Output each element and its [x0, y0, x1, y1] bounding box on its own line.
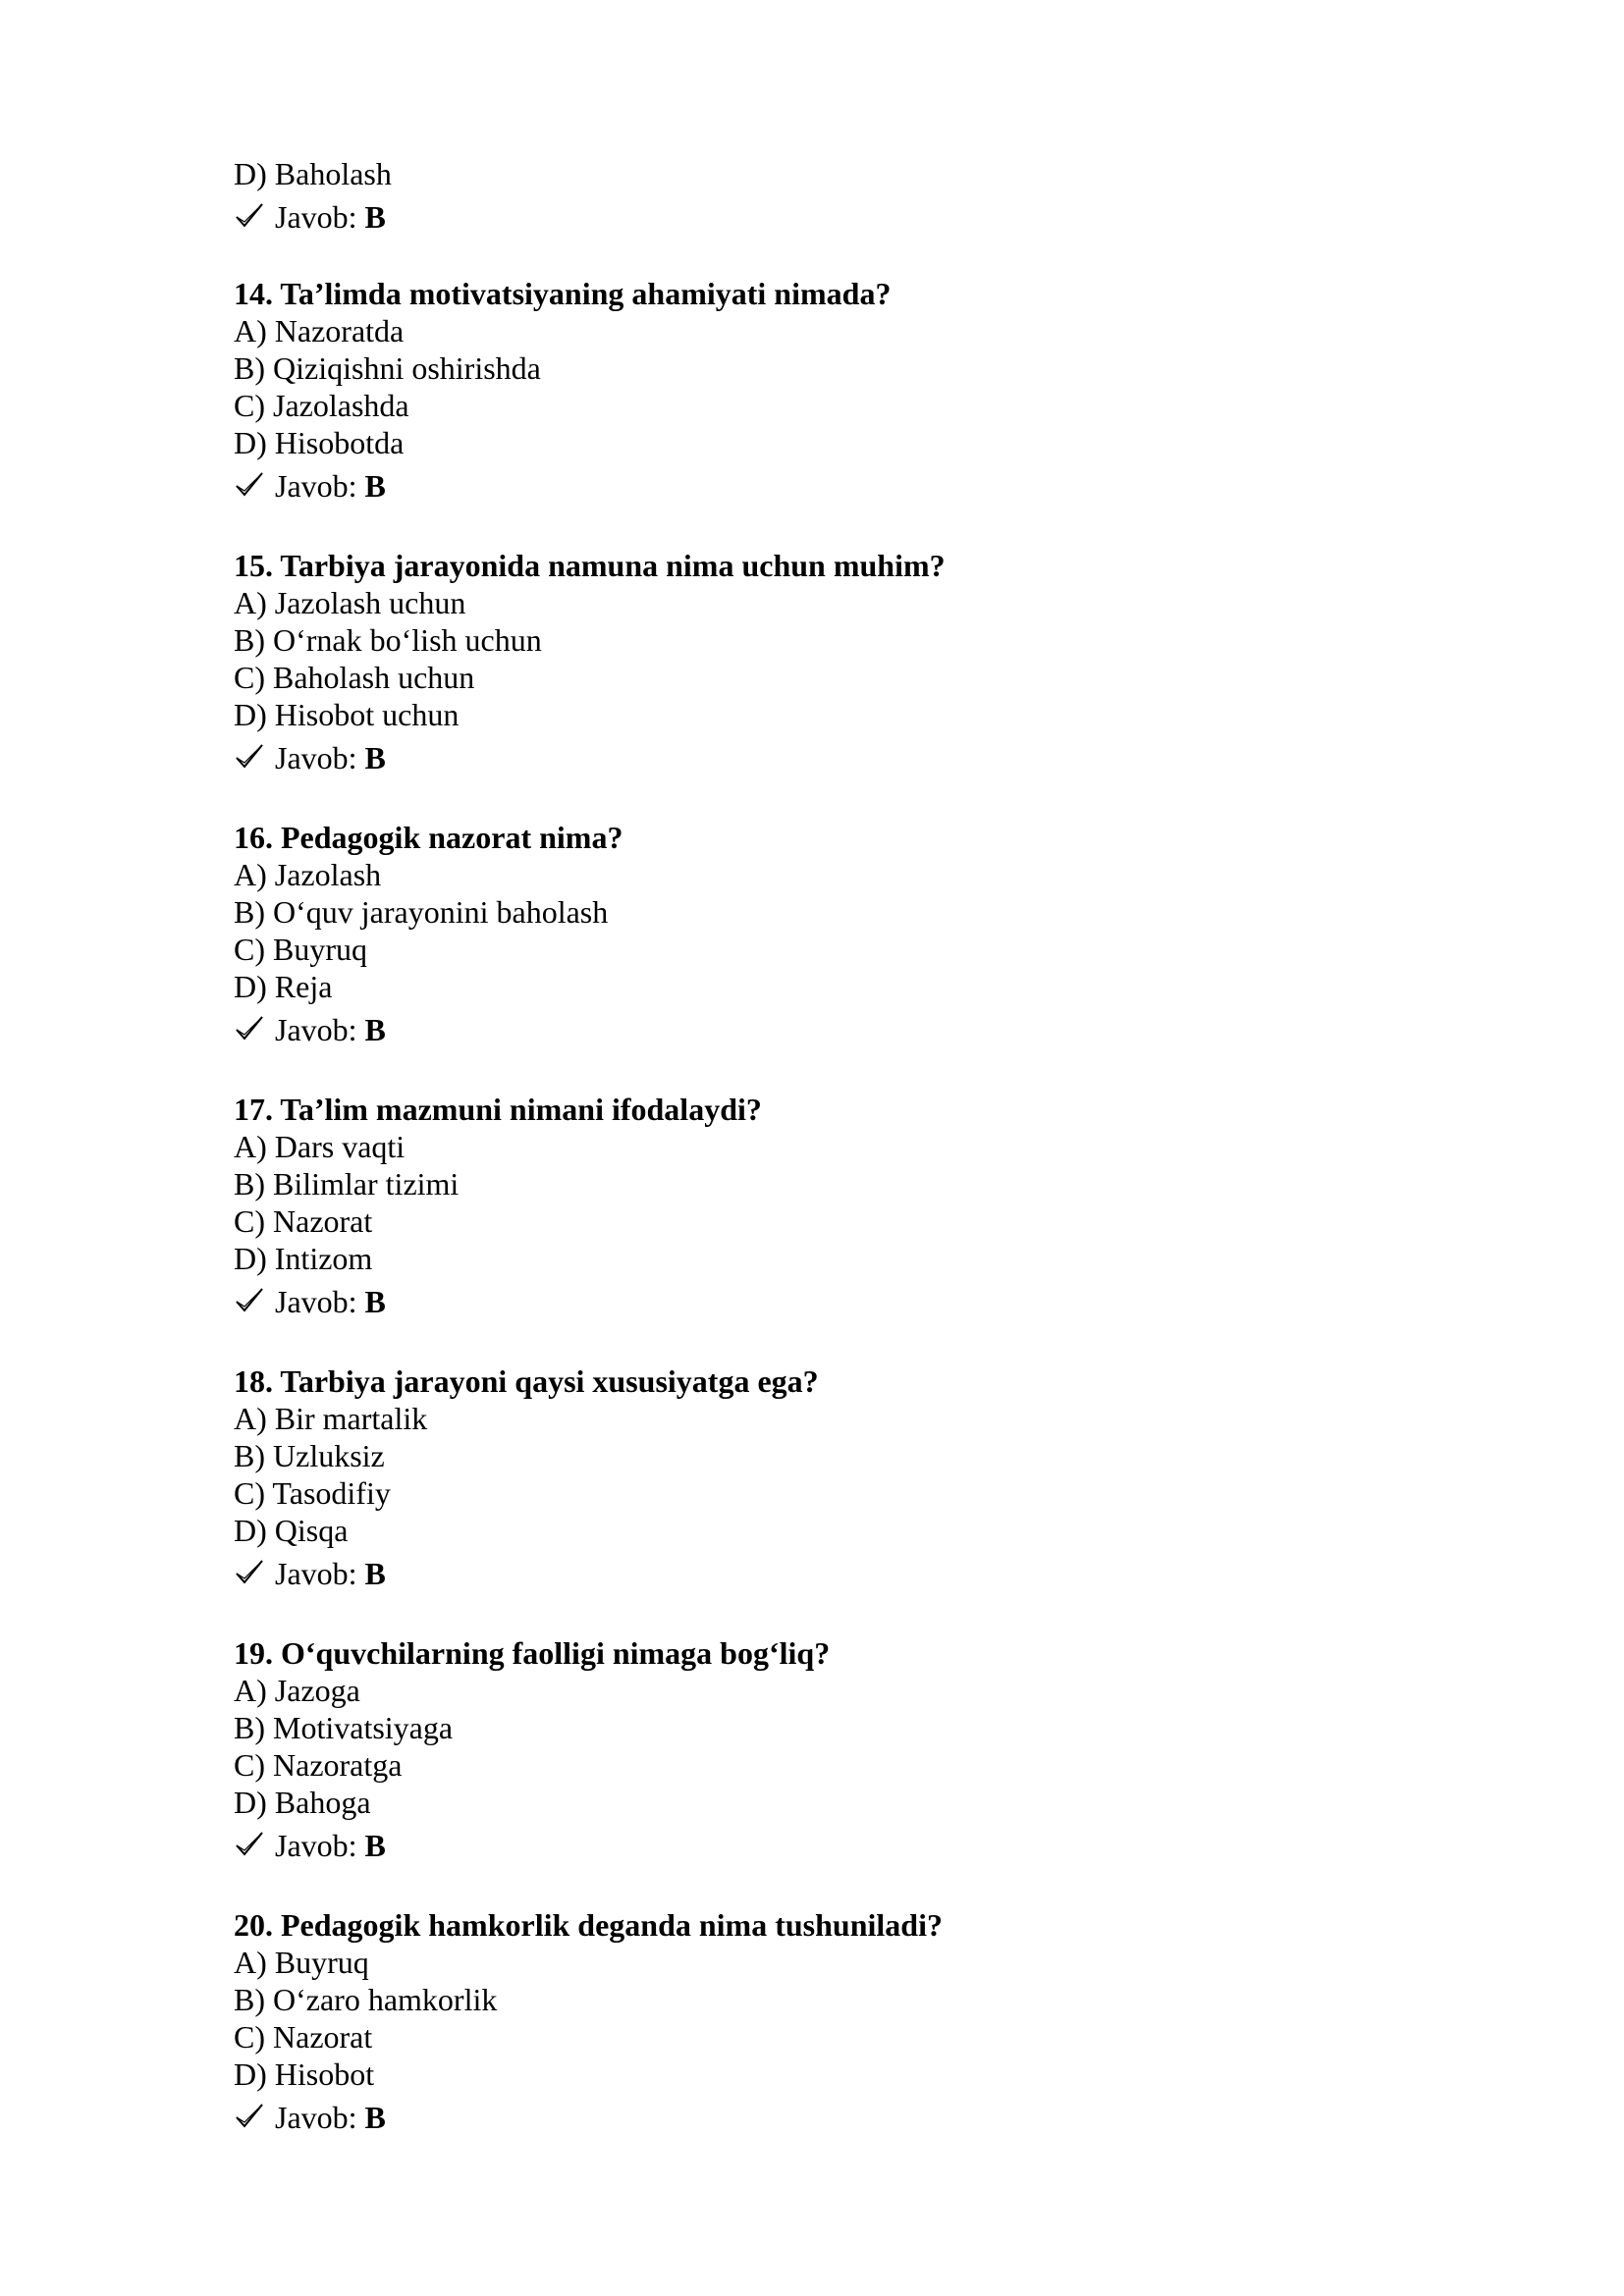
option-a: A) Nazoratda	[234, 313, 405, 348]
answer-value: B	[364, 740, 386, 775]
answer-value: B	[364, 468, 386, 504]
option-a: A) Jazolash	[234, 857, 382, 892]
option-b: B) O‘quv jarayonini baholash	[234, 894, 609, 930]
answer-value: B	[364, 1556, 386, 1591]
question-16	[234, 819, 623, 1048]
option-d: D) Hisobotda	[234, 425, 405, 460]
question-title: 18. Tarbiya jarayoni qaysi xususiyatga ega?	[234, 1363, 819, 1399]
question-15	[234, 547, 946, 776]
option-d: D) Intizom	[234, 1241, 373, 1276]
option-d: D) Hisobot uchun	[234, 697, 460, 732]
option-c: C) Jazolashda	[234, 388, 409, 423]
option-c: C) Nazorat	[234, 1203, 373, 1239]
option-c: C) Baholash uchun	[234, 660, 475, 695]
option-d: D) Hisobot	[234, 2056, 375, 2092]
answer-value: B	[364, 1012, 386, 1047]
option-b: B) Uzluksiz	[234, 1438, 385, 1473]
answer-label: Javob:	[275, 1012, 357, 1047]
option-b: B) O‘zaro hamkorlik	[234, 1982, 498, 2017]
answer-label: Javob:	[275, 2100, 357, 2135]
question-20	[234, 1906, 943, 2136]
check-mark-icon	[234, 1013, 265, 1042]
question-title: 14. Ta’limda motivatsiyaning ahamiyati nimada?	[234, 276, 892, 311]
option-d: D) Bahoga	[234, 1785, 371, 1820]
answer-label: Javob:	[275, 1556, 357, 1591]
option-b: B) Bilimlar tizimi	[234, 1166, 460, 1201]
check-mark-icon	[234, 200, 265, 230]
question-title: 15. Tarbiya jarayonida namuna nima uchun muhim?	[234, 548, 946, 583]
answer-label: Javob:	[275, 740, 357, 775]
answer-value: B	[364, 199, 386, 235]
option-b: B) O‘rnak bo‘lish uchun	[234, 622, 542, 658]
option-d: D) Baholash	[234, 156, 392, 191]
answer-line	[234, 1283, 762, 1320]
question-19	[234, 1634, 830, 1864]
check-mark-icon	[234, 1285, 265, 1314]
option-c: C) Buyruq	[234, 932, 367, 967]
answer-line	[234, 2099, 943, 2136]
answer-value: B	[364, 1284, 386, 1319]
question-title: 20. Pedagogik hamkorlik deganda nima tushuniladi?	[234, 1907, 943, 1943]
option-a: A) Bir martalik	[234, 1401, 428, 1436]
option-c: C) Nazoratga	[234, 1747, 403, 1783]
question-17	[234, 1091, 762, 1320]
option-b: B) Motivatsiyaga	[234, 1710, 454, 1745]
option-d: D) Qisqa	[234, 1513, 349, 1548]
question-14	[234, 275, 891, 505]
check-mark-icon	[234, 741, 265, 771]
question-18	[234, 1362, 819, 1592]
option-b: B) Qiziqishni oshirishda	[234, 350, 541, 386]
question-title: 16. Pedagogik nazorat nima?	[234, 820, 623, 855]
option-a: A) Jazolash uchun	[234, 585, 466, 620]
option-c: C) Nazorat	[234, 2019, 373, 2055]
answer-label: Javob:	[275, 199, 357, 235]
option-d: D) Reja	[234, 969, 333, 1004]
question-title: 19. O‘quvchilarning faolligi nimaga bog‘liq?	[234, 1635, 831, 1671]
question-13-tail	[234, 155, 392, 236]
option-c: C) Tasodifiy	[234, 1475, 391, 1511]
answer-label: Javob:	[275, 1284, 357, 1319]
check-mark-icon	[234, 2101, 265, 2130]
answer-line	[234, 1555, 819, 1592]
check-mark-icon	[234, 1829, 265, 1858]
answer-label: Javob:	[275, 1828, 357, 1863]
answer-line	[234, 467, 891, 505]
answer-line	[234, 1011, 623, 1048]
option-a: A) Jazoga	[234, 1673, 360, 1708]
question-title: 17. Ta’lim mazmuni nimani ifodalaydi?	[234, 1092, 762, 1127]
answer-line	[234, 1827, 830, 1864]
option-a: A) Buyruq	[234, 1945, 369, 1980]
answer-value: B	[364, 2100, 386, 2135]
answer-value: B	[364, 1828, 386, 1863]
answer-label: Javob:	[275, 468, 357, 504]
check-mark-icon	[234, 1557, 265, 1586]
check-mark-icon	[234, 469, 265, 499]
answer-line	[234, 739, 946, 776]
option-a: A) Dars vaqti	[234, 1129, 406, 1164]
answer-line	[234, 198, 392, 236]
